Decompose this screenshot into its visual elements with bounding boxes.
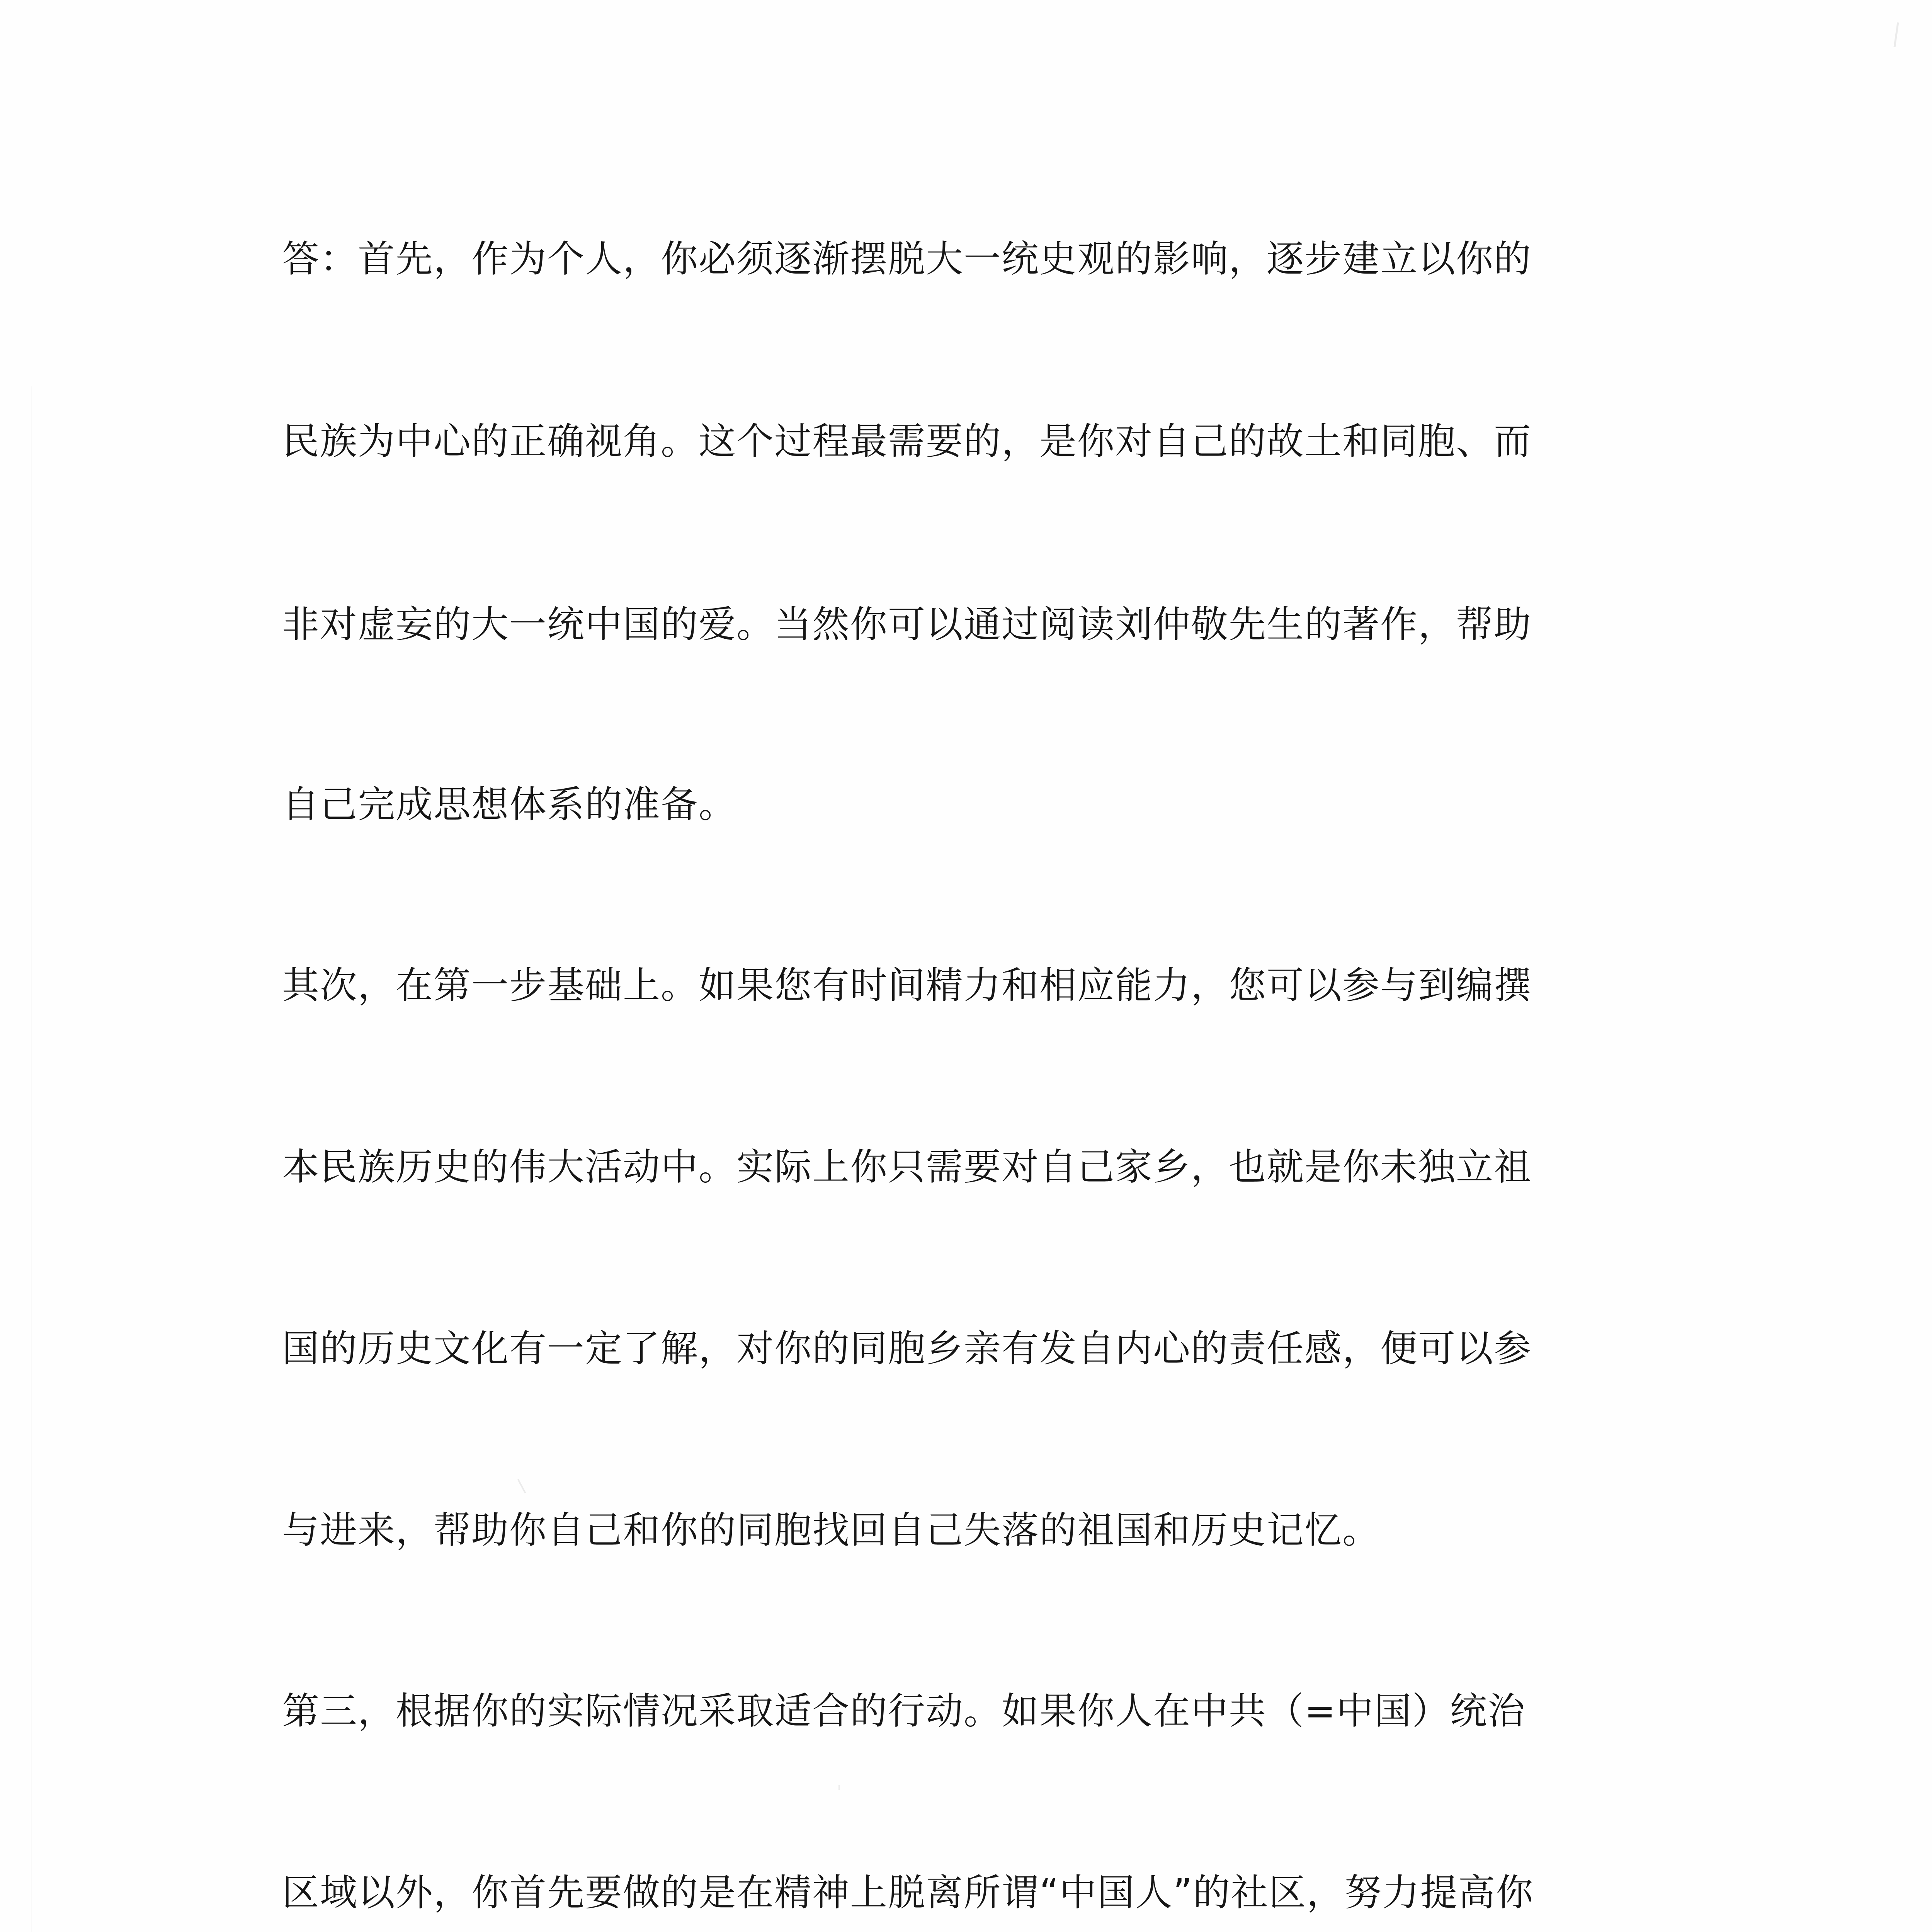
text-line: 本民族历史的伟大活动中。实际上你只需要对自己家乡，也就是你未独立祖 [282, 1145, 1532, 1189]
text-line: 第三，根据你的实际情况采取适合的行动。如果你人在中共（=中国）统治 [282, 1689, 1526, 1733]
scan-artifact [31, 386, 32, 1932]
scan-artifact [517, 1479, 526, 1493]
text-line: 其次，在第一步基础上。如果您有时间精力和相应能力，您可以参与到编撰 [282, 964, 1532, 1007]
scan-artifact [1894, 22, 1899, 47]
text-line: 区域以外，你首先要做的是在精神上脱离所谓“中国人”的社区，努力提高你 [282, 1871, 1534, 1914]
text-line: 答：首先，作为个人，你必须逐渐摆脱大一统史观的影响，逐步建立以你的 [282, 237, 1532, 281]
scan-artifact [838, 1785, 840, 1790]
text-line: 民族为中心的正确视角。这个过程最需要的，是你对自己的故土和同胞、而 [282, 420, 1532, 463]
text-line: 国的历史文化有一定了解，对你的同胞乡亲有发自内心的责任感，便可以参 [282, 1327, 1532, 1370]
text-line: 非对虚妄的大一统中国的爱。当然你可以通过阅读刘仲敬先生的著作，帮助 [282, 603, 1532, 646]
text-line: 与进来，帮助你自己和你的同胞找回自己失落的祖国和历史记忆。 [282, 1509, 1380, 1552]
text-line: 自己完成思想体系的准备。 [282, 783, 736, 826]
